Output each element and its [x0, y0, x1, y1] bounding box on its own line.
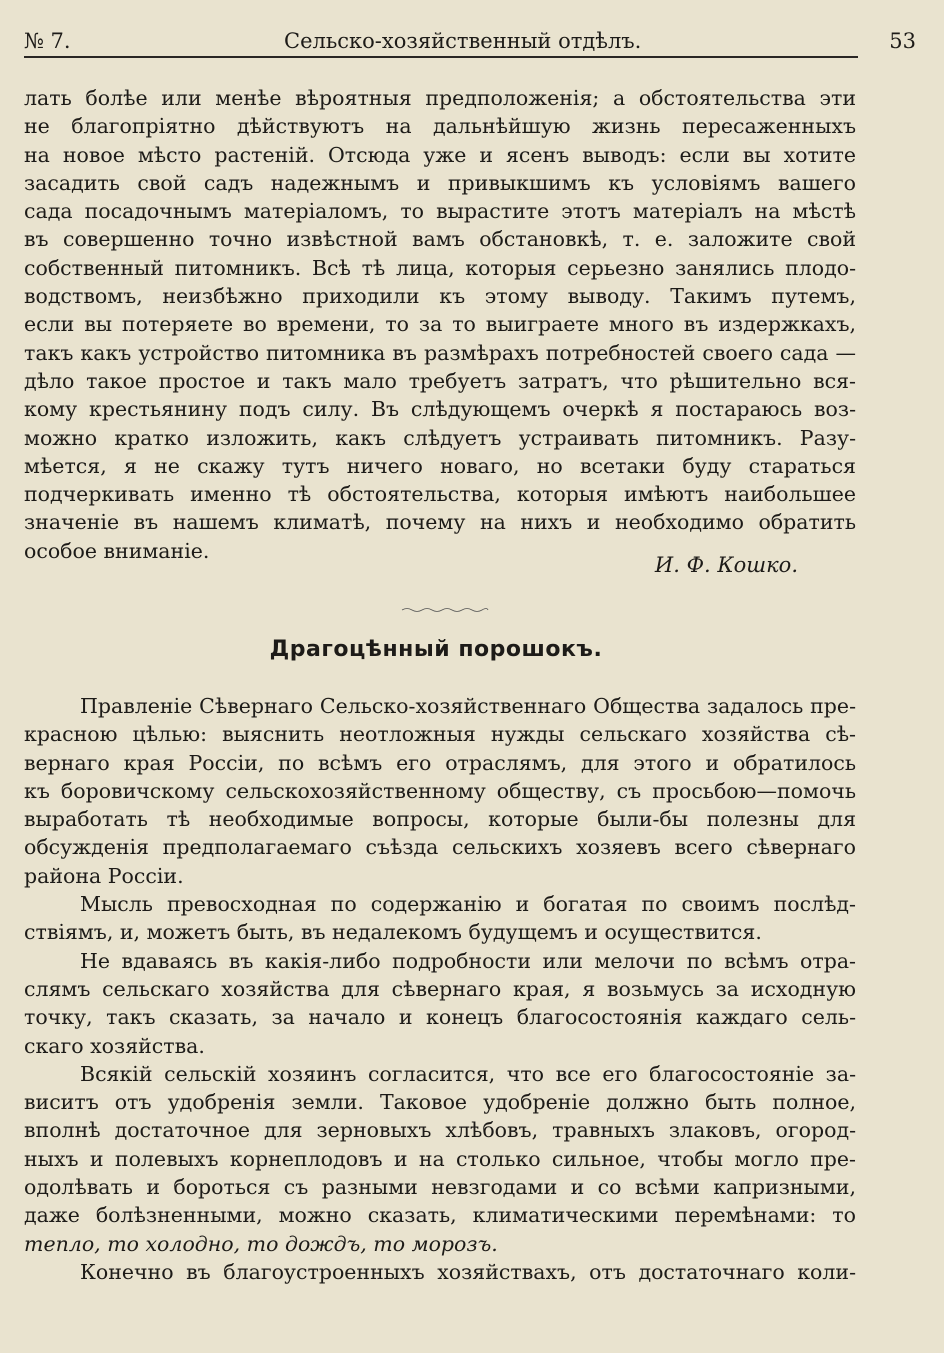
text-line: даже болѣзненными, можно сказать, климатическими перемѣнами: то [24, 1203, 856, 1228]
article-title: Драгоцѣнный порошокъ. [269, 637, 603, 662]
text-line: ныхъ и полевыхъ корнеплодовъ и на столько сильное, чтобы могло пре- [24, 1146, 856, 1171]
page-number: 53 [889, 29, 916, 53]
text-line: не благопріятно дѣйствуютъ на дальнѣйшую жизнь пересаженныхъ [24, 114, 856, 139]
text-line: засадить свой садъ надежнымъ и привыкшимъ къ условіямъ вашего [24, 170, 856, 195]
text-line: вполнѣ достаточное для зерновыхъ хлѣбовъ, травныхъ злаковъ, огород- [24, 1118, 856, 1143]
text-line: можно кратко изложить, какъ слѣдуетъ устраивать питомникъ. Разу- [24, 425, 856, 450]
text-line: собственный питомникъ. Всѣ тѣ лица, которыя серьезно занялись плодо- [24, 255, 856, 280]
text-line: въ совершенно точно извѣстной вамъ обстановкѣ, т. е. заложите свой [24, 227, 856, 252]
text-line: Всякій сельскій хозяинъ согласится, что все его благосостояніе за- [80, 1061, 856, 1086]
text-line: Конечно въ благоустроенныхъ хозяйствахъ, отъ достаточнаго коли- [80, 1259, 856, 1284]
text-line: тепло, то холодно, то дождъ, то морозъ. [24, 1231, 498, 1256]
section-title-header: Сельско-хозяйственный отдѣлъ. [284, 29, 642, 53]
text-line: дѣло такое простое и такъ мало требуетъ затратъ, что рѣшительно вся- [24, 368, 856, 393]
article-body [24, 692, 856, 1286]
text-line: ствіямъ, и, можетъ быть, въ недалекомъ будущемъ и осуществится. [24, 920, 762, 945]
text-line: Не вдаваясь въ какія-либо подробности или мелочи по всѣмъ отра- [80, 948, 856, 973]
text-line: выработать тѣ необходимые вопросы, которые были-бы полезны для [24, 807, 856, 832]
text-line: мѣется, я не скажу тутъ ничего новаго, но всетаки буду стараться [24, 453, 856, 478]
text-line: значеніе въ нашемъ климатѣ, почему на нихъ и необходимо обратить [24, 510, 856, 535]
ornamental-divider [400, 606, 490, 614]
text-line: точку, такъ сказать, за начало и конецъ благосостоянія каждаго сель- [24, 1005, 856, 1030]
text-line: подчеркивать именно тѣ обстоятельства, которыя имѣютъ наибольшее [24, 482, 856, 507]
text-line: къ боровичскому сельскохозяйственному обществу, съ просьбою—помочь [24, 778, 856, 803]
text-line: Правленіе Сѣвернаго Сельско-хозяйственнаго Общества задалось пре- [80, 694, 856, 718]
text-line: на новое мѣсто растеній. Отсюда уже и ясенъ выводъ: если вы хотите [24, 142, 856, 167]
issue-number: № 7. [24, 29, 71, 53]
text-line: если вы потеряете во времени, то за то выиграете много въ издержкахъ, [24, 312, 856, 337]
text-line: сада посадочнымъ матеріаломъ, то вырастите этотъ матеріалъ на мѣстѣ [24, 199, 856, 224]
text-line: обсужденія предполагаемаго съѣзда сельскихъ хозяевъ всего сѣвернаго [24, 835, 856, 860]
text-line: слямъ сельскаго хозяйства для сѣвернаго края, я возьмусь за исходную [24, 976, 856, 1001]
text-line: скаго хозяйства. [24, 1033, 205, 1058]
text-line: вернаго края Россіи, по всѣмъ его отраслямъ, для этого и обратилось [24, 750, 856, 775]
article-continuation [24, 84, 856, 565]
text-line: Мысль превосходная по содержанію и богатая по своимъ послѣд- [80, 892, 856, 917]
text-line: водствомъ, неизбѣжно приходили къ этому выводу. Такимъ путемъ, [24, 284, 856, 309]
text-line: особое вниманіе. [24, 538, 210, 563]
text-line: одолѣвать и бороться съ разными невзгодами и со всѣми капризными, [24, 1175, 856, 1200]
text-line: такъ какъ устройство питомника въ размѣрахъ потребностей своего сада — [24, 340, 856, 365]
text-line: кому крестьянину подъ силу. Въ слѣдующемъ очеркѣ я постараюсь воз- [24, 397, 856, 422]
running-header [24, 24, 916, 58]
text-line: виситъ отъ удобренія земли. Таковое удобреніе должно быть полное, [24, 1090, 856, 1115]
text-line: лать болѣе или менѣе вѣроятныя предположенія; а обстоятельства эти [24, 86, 856, 110]
author-signature: И. Ф. Кошко. [654, 553, 798, 577]
text-line: красною цѣлью: выяснить неотложныя нужды сельскаго хозяйства сѣ- [24, 722, 856, 747]
text-line: района Россіи. [24, 863, 184, 888]
